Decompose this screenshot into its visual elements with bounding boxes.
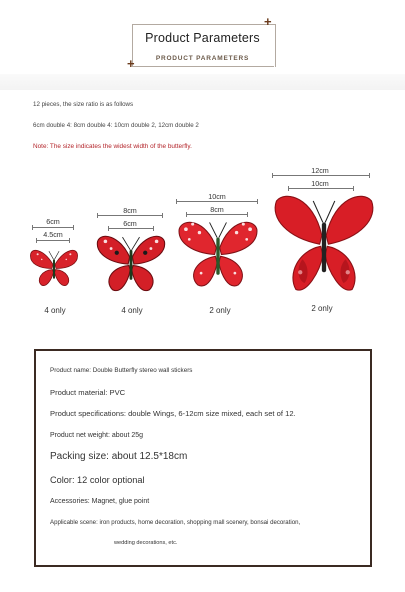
size-note: Note: The size indicates the widest width of the butterfly. [33, 143, 192, 150]
inner-size-label: 8cm [210, 205, 224, 214]
title-divider [132, 66, 274, 67]
plus-ornament-icon: + [127, 56, 135, 71]
butterfly-12cm-image [270, 190, 378, 294]
outer-size-line [272, 175, 370, 176]
butterfly-10cm-image [174, 214, 262, 290]
spec-applicable-scene: Applicable scene: iron products, home decoration, shopping mall scenery, bonsai decoration, [50, 519, 301, 526]
quantity-label: 4 only [121, 306, 143, 315]
inner-size-line [288, 188, 354, 189]
butterfly-6cm-image [28, 244, 80, 290]
quantity-label: 4 only [44, 306, 66, 315]
spec-accessories: Accessories: Magnet, glue point [50, 498, 150, 505]
butterfly-8cm-image [95, 230, 167, 294]
outer-size-label: 12cm [311, 166, 329, 175]
spec-material: Product material: PVC [50, 388, 126, 397]
spec-applicable-scene-cont: wedding decorations, etc. [114, 540, 178, 546]
spec-specifications: Product specifications: double Wings, 6-12cm size mixed, each set of 12. [50, 409, 296, 418]
outer-size-line [32, 227, 74, 228]
inner-size-line [36, 240, 70, 241]
outer-size-label: 10cm [208, 192, 226, 201]
page-title: Product Parameters [145, 31, 260, 45]
page-subtitle: PRODUCT PARAMETERS [155, 55, 250, 62]
outer-size-line [176, 201, 258, 202]
outer-size-label: 8cm [123, 206, 137, 215]
quantity-label: 2 only [209, 306, 231, 315]
spec-product-name: Product name: Double Butterfly stereo wall stickers [50, 367, 193, 374]
plus-ornament-icon: + [264, 14, 272, 29]
inner-size-label: 6cm [123, 219, 137, 228]
inner-size-line [108, 228, 154, 229]
intro-line-2: 6cm double 4: 8cm double 4: 10cm double 2, 12cm double 2 [33, 122, 199, 129]
spec-packing-size: Packing size: about 12.5*18cm [50, 451, 188, 462]
intro-line-1: 12 pieces, the size ratio is as follows [33, 101, 134, 108]
header-shadow [0, 74, 405, 90]
spec-color: Color: 12 color optional [50, 475, 145, 485]
spec-net-weight: Product net weight: about 25g [50, 432, 144, 439]
inner-size-label: 10cm [311, 179, 329, 188]
inner-size-label: 4.5cm [43, 230, 63, 239]
quantity-label: 2 only [311, 304, 333, 313]
outer-size-line [97, 215, 163, 216]
outer-size-label: 6cm [46, 217, 60, 226]
